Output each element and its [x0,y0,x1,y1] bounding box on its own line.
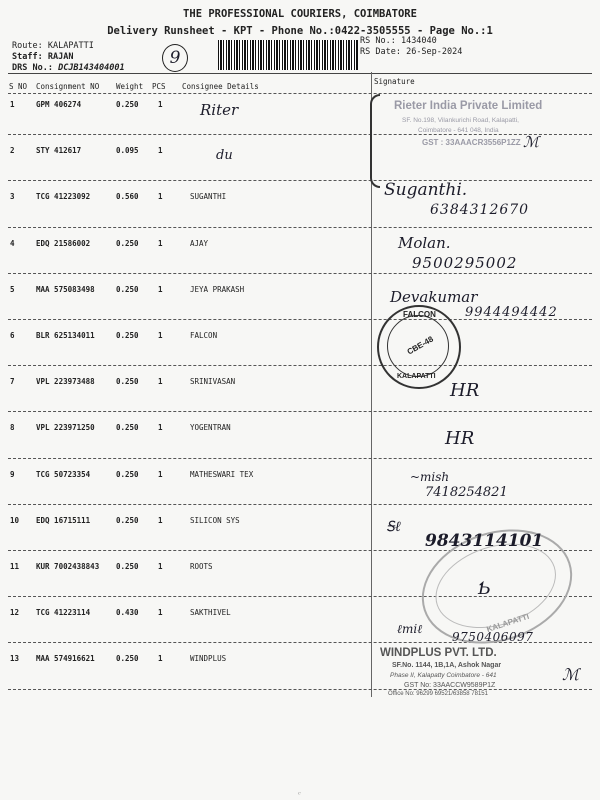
drs-label: DRS No.: [12,63,53,73]
row-sno: 10 [10,515,20,525]
row11-signature-scribble: Ƅ [478,578,492,599]
table-top-border [8,73,592,74]
drs-line [12,63,125,73]
row-weight: 0.250 [116,515,139,525]
falcon-stamp-center-text: CBE-48 [405,334,435,357]
falcon-stamp [377,305,461,389]
row-consignment: VPL 223973488 [36,377,95,387]
row-weight: 0.560 [116,192,139,202]
row-consignee: SRINIVASAN [190,377,236,387]
row5-signature: Devakumar [390,288,478,306]
windplus-name: WINDPLUS PVT. LTD. [380,647,497,659]
row-pcs: 1 [158,192,163,202]
row-consignment: TCG 41223114 [36,608,91,618]
row-consignment: TCG 50723354 [36,469,91,479]
row-consignee: SILICON SYS [190,515,240,525]
row-consignee: FALCON [190,331,218,340]
rieter-stamp [370,96,570,186]
row-sno: 7 [10,377,15,387]
falcon-stamp-bottom-text: KALAPATTI [397,373,436,380]
runsheet-title: Delivery Runsheet - KPT - Phone No.:0422-3505555 - Page No.:1 [107,25,493,37]
staff-label: Staff: [12,52,43,62]
row-weight: 0.250 [116,654,139,664]
row2-handwriting: du [216,148,233,163]
windplus-gst: GST No: 33AACCW9589P1Z [404,682,496,689]
row-sno: 8 [10,423,15,433]
row-weight: 0.250 [116,331,139,340]
rs-date-value: 26-Sep-2024 [406,47,463,57]
col-header-consignee: Consignee Details [182,82,259,91]
row-consignment: MAA 574916621 [36,654,95,664]
rieter-name: Rieter India Private Limited [394,100,543,112]
route-value: KALAPATTI [47,41,94,51]
row-weight: 0.095 [116,146,139,156]
windplus-office: Office No: 96299 69521/63858 78151 [388,691,488,697]
row9-phone: 7418254821 [425,485,508,500]
row-sno: 3 [10,192,15,202]
rs-date-line [360,47,462,57]
col-header-sno: S NO [9,82,28,91]
barcode [218,40,358,70]
route-label: Route: [12,41,43,51]
staff-value: RAJAN [47,52,74,62]
row-pcs: 1 [158,331,163,340]
row-consignee: WINDPLUS [190,654,227,664]
row-consignment: STY 412617 [36,146,82,156]
row13-signature-scribble: ℳ [562,665,580,684]
col-header-pcs: PCS [152,82,166,91]
row8-signature: HR [445,428,475,449]
row-pcs: 1 [158,284,163,294]
header-divider [8,93,592,94]
row-pcs: 1 [158,469,163,479]
row-sno: 5 [10,284,15,294]
col-header-signature: Signature [374,77,415,86]
row9-signature-scribble: ~mish [410,470,450,484]
row-consignment: MAA 575083498 [36,284,95,294]
windplus-stamp [380,647,590,697]
rs-no-line [360,36,437,46]
rs-date-label: RS Date: [360,47,401,57]
row-pcs: 1 [158,423,163,433]
row-sno: 11 [10,562,20,571]
row-pcs: 1 [158,562,163,571]
row-weight: 0.250 [116,238,139,248]
rieter-address-1: SF. No.198, Vilankurichi Road, Kalapatti, [402,117,519,124]
row-consignment: EDQ 16715111 [36,515,91,525]
footer-scribble: ᶜ [298,790,301,799]
row-weight: 0.250 [116,423,139,433]
circled-mark: 9 [162,44,188,72]
row-consignment: EDQ 21586002 [36,238,91,248]
row-sno: 12 [10,608,20,618]
row-consignee: MATHESWARI TEX [190,469,254,479]
row-pcs: 1 [158,377,163,387]
windplus-address-2: Phase II, Kalapatty Coimbatore - 641 [390,672,497,679]
row-divider [8,411,592,412]
rieter-address-2: Coimbatore - 641 048, India [418,127,499,134]
row-divider [8,365,592,366]
row7-signature: HR [450,380,480,401]
row-weight: 0.250 [116,377,139,387]
route-line [12,41,94,51]
row-divider [8,504,592,505]
row-weight: 0.250 [116,100,139,109]
row-consignee: YOGENTRAN [190,423,231,433]
row-pcs: 1 [158,238,163,248]
row10-signature-scribble: Ꭶℓ [386,519,401,535]
falcon-stamp-top-text: FALCON [403,310,436,319]
row-consignee: JEYA PRAKASH [190,284,245,294]
row-pcs: 1 [158,100,163,109]
row10-number: 9843114101 [425,531,544,551]
row-consignee: SUGANTHI [190,192,227,202]
row5-phone: 9944494442 [465,305,558,320]
row-consignment: VPL 223971250 [36,423,95,433]
row1-signature-scribble: ℳ [523,133,540,151]
rs-no-value: 1434040 [400,36,437,46]
row3-phone: 6384312670 [430,202,530,218]
row-sno: 13 [10,654,20,664]
silicon-stamp-bottom-text: KALAPATTI [485,611,531,635]
row-sno: 2 [10,146,15,156]
windplus-address-1: SF.No. 1144, 1B,1A, Ashok Nagar [392,662,502,669]
row-sno: 1 [10,100,15,109]
company-title: THE PROFESSIONAL COURIERS, COIMBATORE [183,8,417,20]
row-consignment: GPM 406274 [36,100,82,109]
row-consignee: AJAY [190,238,209,248]
col-header-consignment: Consignment NO [36,82,100,91]
row12-phone: 9750406097 [452,630,534,644]
col-header-weight: Weight [116,82,144,91]
row-pcs: 1 [158,654,163,664]
drs-value: DCJB143404001 [58,63,125,73]
row-consignment: KUR 7002438843 [36,562,100,571]
row-consignee: ROOTS [190,562,213,571]
row-divider [8,273,592,274]
row4-signature: Molan. [398,234,451,252]
rieter-gst: GST : 33AAACR3556P1ZZ [422,138,521,147]
row-weight: 0.250 [116,284,139,294]
row-consignment: BLR 625134011 [36,331,95,340]
row-weight: 0.430 [116,608,139,618]
row-consignment: TCG 41223092 [36,192,91,202]
row12-signature-scribble: ℓmiℓ [397,622,423,636]
row-weight: 0.250 [116,469,139,479]
row-consignee: SAKTHIVEL [190,608,231,618]
staff-line [12,52,73,62]
row-divider [8,458,592,459]
row4-phone: 9500295002 [412,254,518,272]
row-sno: 6 [10,331,15,340]
row-pcs: 1 [158,146,163,156]
bracket-mark [370,94,380,188]
row-weight: 0.250 [116,562,139,571]
row3-signature: Suganthi. [384,180,468,200]
rs-no-label: RS No.: [360,36,396,46]
row-pcs: 1 [158,515,163,525]
row-sno: 4 [10,238,15,248]
row-sno: 9 [10,469,15,479]
row-pcs: 1 [158,608,163,618]
row1-handwriting: Riter [200,101,239,119]
row-divider [8,227,592,228]
